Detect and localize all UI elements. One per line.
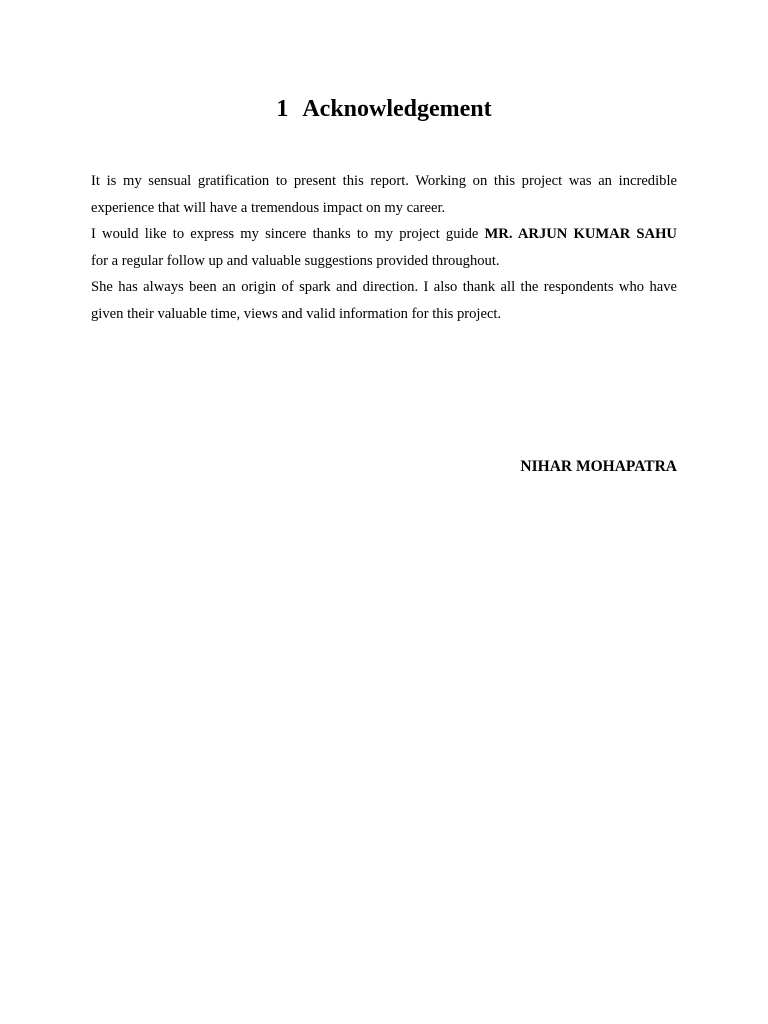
acknowledgement-body (91, 168, 677, 328)
guide-name: MR. ARJUN KUMAR SAHU (484, 226, 677, 243)
paragraph-line: experience that will have a tremendous impact on my career. (91, 199, 446, 216)
page-title (0, 92, 768, 126)
paragraph-line: for a regular follow up and valuable suggestions provided throughout. (91, 252, 500, 269)
signature-name: NIHAR MOHAPATRA (520, 458, 677, 475)
paragraph-line: She has always been an origin of spark and direction. I also thank all the respondents who have (91, 279, 677, 296)
paragraph-line (91, 221, 677, 248)
section-number: 1 (276, 96, 289, 122)
paragraph-line: given their valuable time, views and valid information for this project. (91, 305, 502, 322)
section-title: Acknowledgement (302, 96, 492, 122)
paragraph-text: I would like to express my sincere thanks to my project guide (91, 226, 485, 243)
paragraph-line: It is my sensual gratification to present this report. Working on this project was an incredible (91, 173, 677, 189)
